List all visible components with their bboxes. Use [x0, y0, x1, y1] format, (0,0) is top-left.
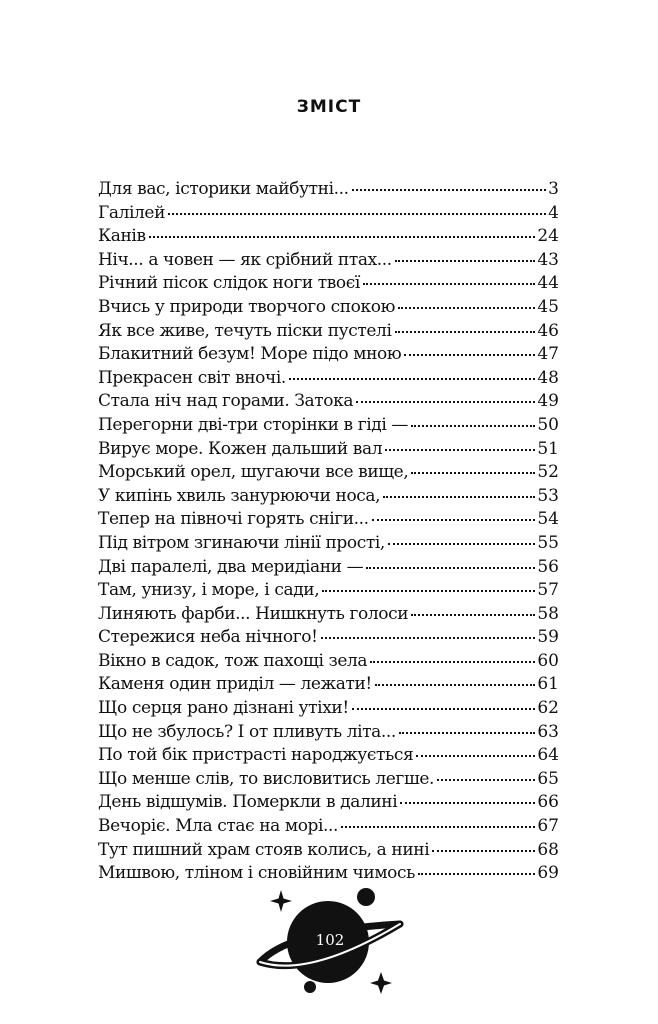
dot-leader	[432, 850, 535, 852]
dot-leader	[385, 449, 535, 451]
toc-entry	[98, 532, 559, 556]
dot-leader	[418, 873, 535, 875]
dot-leader	[395, 331, 536, 333]
toc-entry-title: Тут пишний храм стояв колись, а нині	[98, 839, 430, 860]
toc-entry-title: День відшумів. Померкли в далині	[98, 792, 398, 813]
toc-entry-title: Блакитний безум! Море підо мною	[98, 344, 402, 365]
dot-leader	[372, 519, 536, 521]
toc-entry-title: Стала ніч над горами. Затока	[98, 391, 354, 412]
toc-entry	[98, 815, 559, 839]
dot-leader	[363, 283, 535, 285]
toc-entry-page: 47	[537, 344, 559, 365]
toc-entry-title: Морський орел, шугаючи все вище,	[98, 462, 409, 483]
toc-entry-title: Для вас, історики майбутні...	[98, 179, 349, 199]
toc-entry-page: 61	[537, 674, 559, 695]
sparkle-icon	[370, 972, 392, 994]
dot-leader	[395, 260, 536, 262]
toc-entry-title: Як все живе, течуть піски пустелі	[98, 320, 392, 341]
toc-entry-page: 50	[537, 414, 559, 435]
toc-entry-page: 63	[537, 721, 559, 742]
toc-entry-title: Стережися неба нічного!	[98, 627, 318, 648]
toc-entry	[98, 673, 559, 697]
toc-entry-page: 55	[537, 532, 559, 553]
toc-entry-page: 49	[537, 391, 559, 412]
toc-entry-title: Вирує море. Кожен дальший вал	[98, 438, 383, 459]
dot-leader	[366, 567, 535, 569]
toc-entry-title: Під вітром згинаючи лінії прості,	[98, 532, 385, 553]
moon-icon	[357, 888, 375, 906]
toc-entry	[98, 438, 559, 462]
dot-leader	[352, 708, 536, 710]
dot-leader	[398, 307, 535, 309]
dot-leader	[341, 826, 535, 828]
toc-entry-page: 43	[537, 249, 559, 270]
toc-entry	[98, 556, 559, 580]
toc-entry-title: Прекрасен світ вночі.	[98, 367, 286, 388]
toc-entry	[98, 225, 559, 249]
toc-entry	[98, 296, 559, 320]
toc-entry-page: 48	[537, 367, 559, 388]
toc-entry	[98, 343, 559, 367]
toc-entry	[98, 744, 559, 768]
toc-entry-page: 64	[537, 745, 559, 766]
toc-entry-page: 68	[537, 839, 559, 860]
dot-leader	[168, 213, 546, 215]
toc-entry-page: 69	[537, 863, 559, 884]
toc-entry	[98, 626, 559, 650]
toc-entry	[98, 178, 559, 202]
dot-leader	[411, 472, 535, 474]
dot-leader	[383, 496, 535, 498]
dot-leader	[356, 401, 535, 403]
toc-entry-title: Ніч... а човен — як срібний птах...	[98, 249, 392, 270]
toc-entry-title: Що не збулось? І от пливуть літа...	[98, 721, 396, 742]
toc-entry-page: 59	[537, 627, 559, 648]
toc-entry-title: Перегорни дві-три сторінки в гіді —	[98, 414, 408, 435]
dot-leader	[322, 590, 535, 592]
toc-entry	[98, 272, 559, 296]
toc-entry	[98, 768, 559, 792]
toc-entry-page: 54	[537, 509, 559, 530]
toc-entry-title: Канів	[98, 226, 146, 247]
moon-icon	[304, 981, 316, 993]
toc-entry-page: 67	[537, 816, 559, 837]
toc-entry	[98, 721, 559, 745]
dot-leader	[375, 684, 536, 686]
toc-entry-title: Тепер на півночі горять сніги...	[98, 509, 369, 530]
toc-entry-page: 60	[537, 650, 559, 671]
toc-entry-title: Вікно в садок, тож пахощі зела	[98, 650, 368, 671]
toc-entry-title: Дві паралелі, два меридіани —	[98, 556, 364, 577]
toc-entry-title: Мишвою, тліном і сновійним чимось	[98, 863, 415, 884]
toc-entry-title: Каменя один приділ — лежати!	[98, 674, 372, 695]
dot-leader	[416, 755, 535, 757]
page-number: 102	[315, 931, 345, 949]
toc-entry-page: 58	[537, 603, 559, 624]
toc-entry-title: Вечоріє. Мла стає на морі...	[98, 816, 339, 837]
toc-entry-title: По той бік пристрасті народжується	[98, 745, 414, 766]
dot-leader	[411, 614, 535, 616]
toc-entry	[98, 508, 559, 532]
toc-entry-title: Річний пісок слідок ноги твоєї	[98, 273, 360, 294]
toc-entry	[98, 485, 559, 509]
dot-leader	[404, 354, 535, 356]
sparkle-icon	[270, 890, 292, 912]
toc-entry	[98, 367, 559, 391]
toc-entry-page: 51	[537, 438, 559, 459]
toc-entry	[98, 414, 559, 438]
toc-entry-page: 57	[537, 580, 559, 601]
dot-leader	[388, 543, 535, 545]
toc-entry	[98, 249, 559, 273]
toc-entry-page: 46	[537, 320, 559, 341]
toc-entry-page: 52	[537, 462, 559, 483]
toc-entry-page: 53	[537, 485, 559, 506]
toc-entry	[98, 650, 559, 674]
toc-entry-page: 44	[537, 273, 559, 294]
toc-entry	[98, 697, 559, 721]
toc-entry	[98, 579, 559, 603]
toc-entry-title: Що менше слів, то висловитись легше.	[98, 768, 435, 789]
dot-leader	[400, 802, 535, 804]
toc-entry-page: 56	[537, 556, 559, 577]
toc-entry-page: 45	[537, 296, 559, 317]
toc-entry	[98, 791, 559, 815]
dot-leader	[289, 378, 535, 380]
dot-leader	[411, 425, 535, 427]
toc-entry-title: Вчись у природи творчого спокою	[98, 296, 395, 317]
dot-leader	[399, 732, 535, 734]
toc-entry-title: У кипінь хвиль занурюючи носа,	[98, 485, 381, 506]
toc-entry	[98, 461, 559, 485]
dot-leader	[437, 779, 535, 781]
dot-leader	[321, 637, 536, 639]
toc-entry-page: 3	[548, 179, 559, 199]
toc-entry	[98, 202, 559, 226]
toc-entry-page: 24	[537, 226, 559, 247]
toc-entry	[98, 603, 559, 627]
toc-entry	[98, 320, 559, 344]
dot-leader	[370, 661, 535, 663]
dot-leader	[149, 236, 536, 238]
toc-entry-page: 62	[537, 698, 559, 719]
toc-entry-title: Що серця рано дізнані утіхи!	[98, 698, 349, 719]
table-of-contents	[98, 178, 559, 886]
contents-heading: ЗМІСТ	[296, 97, 362, 117]
toc-entry-page: 65	[537, 768, 559, 789]
toc-entry-title: Галілей	[98, 202, 166, 223]
toc-entry-title: Там, унизу, і море, і сади,	[98, 580, 320, 601]
toc-entry-title: Линяють фарби... Нишкнуть голоси	[98, 603, 409, 624]
toc-entry-page: 4	[548, 202, 559, 223]
toc-entry	[98, 839, 559, 863]
dot-leader	[352, 189, 547, 191]
toc-entry-page: 66	[537, 792, 559, 813]
toc-entry	[98, 390, 559, 414]
